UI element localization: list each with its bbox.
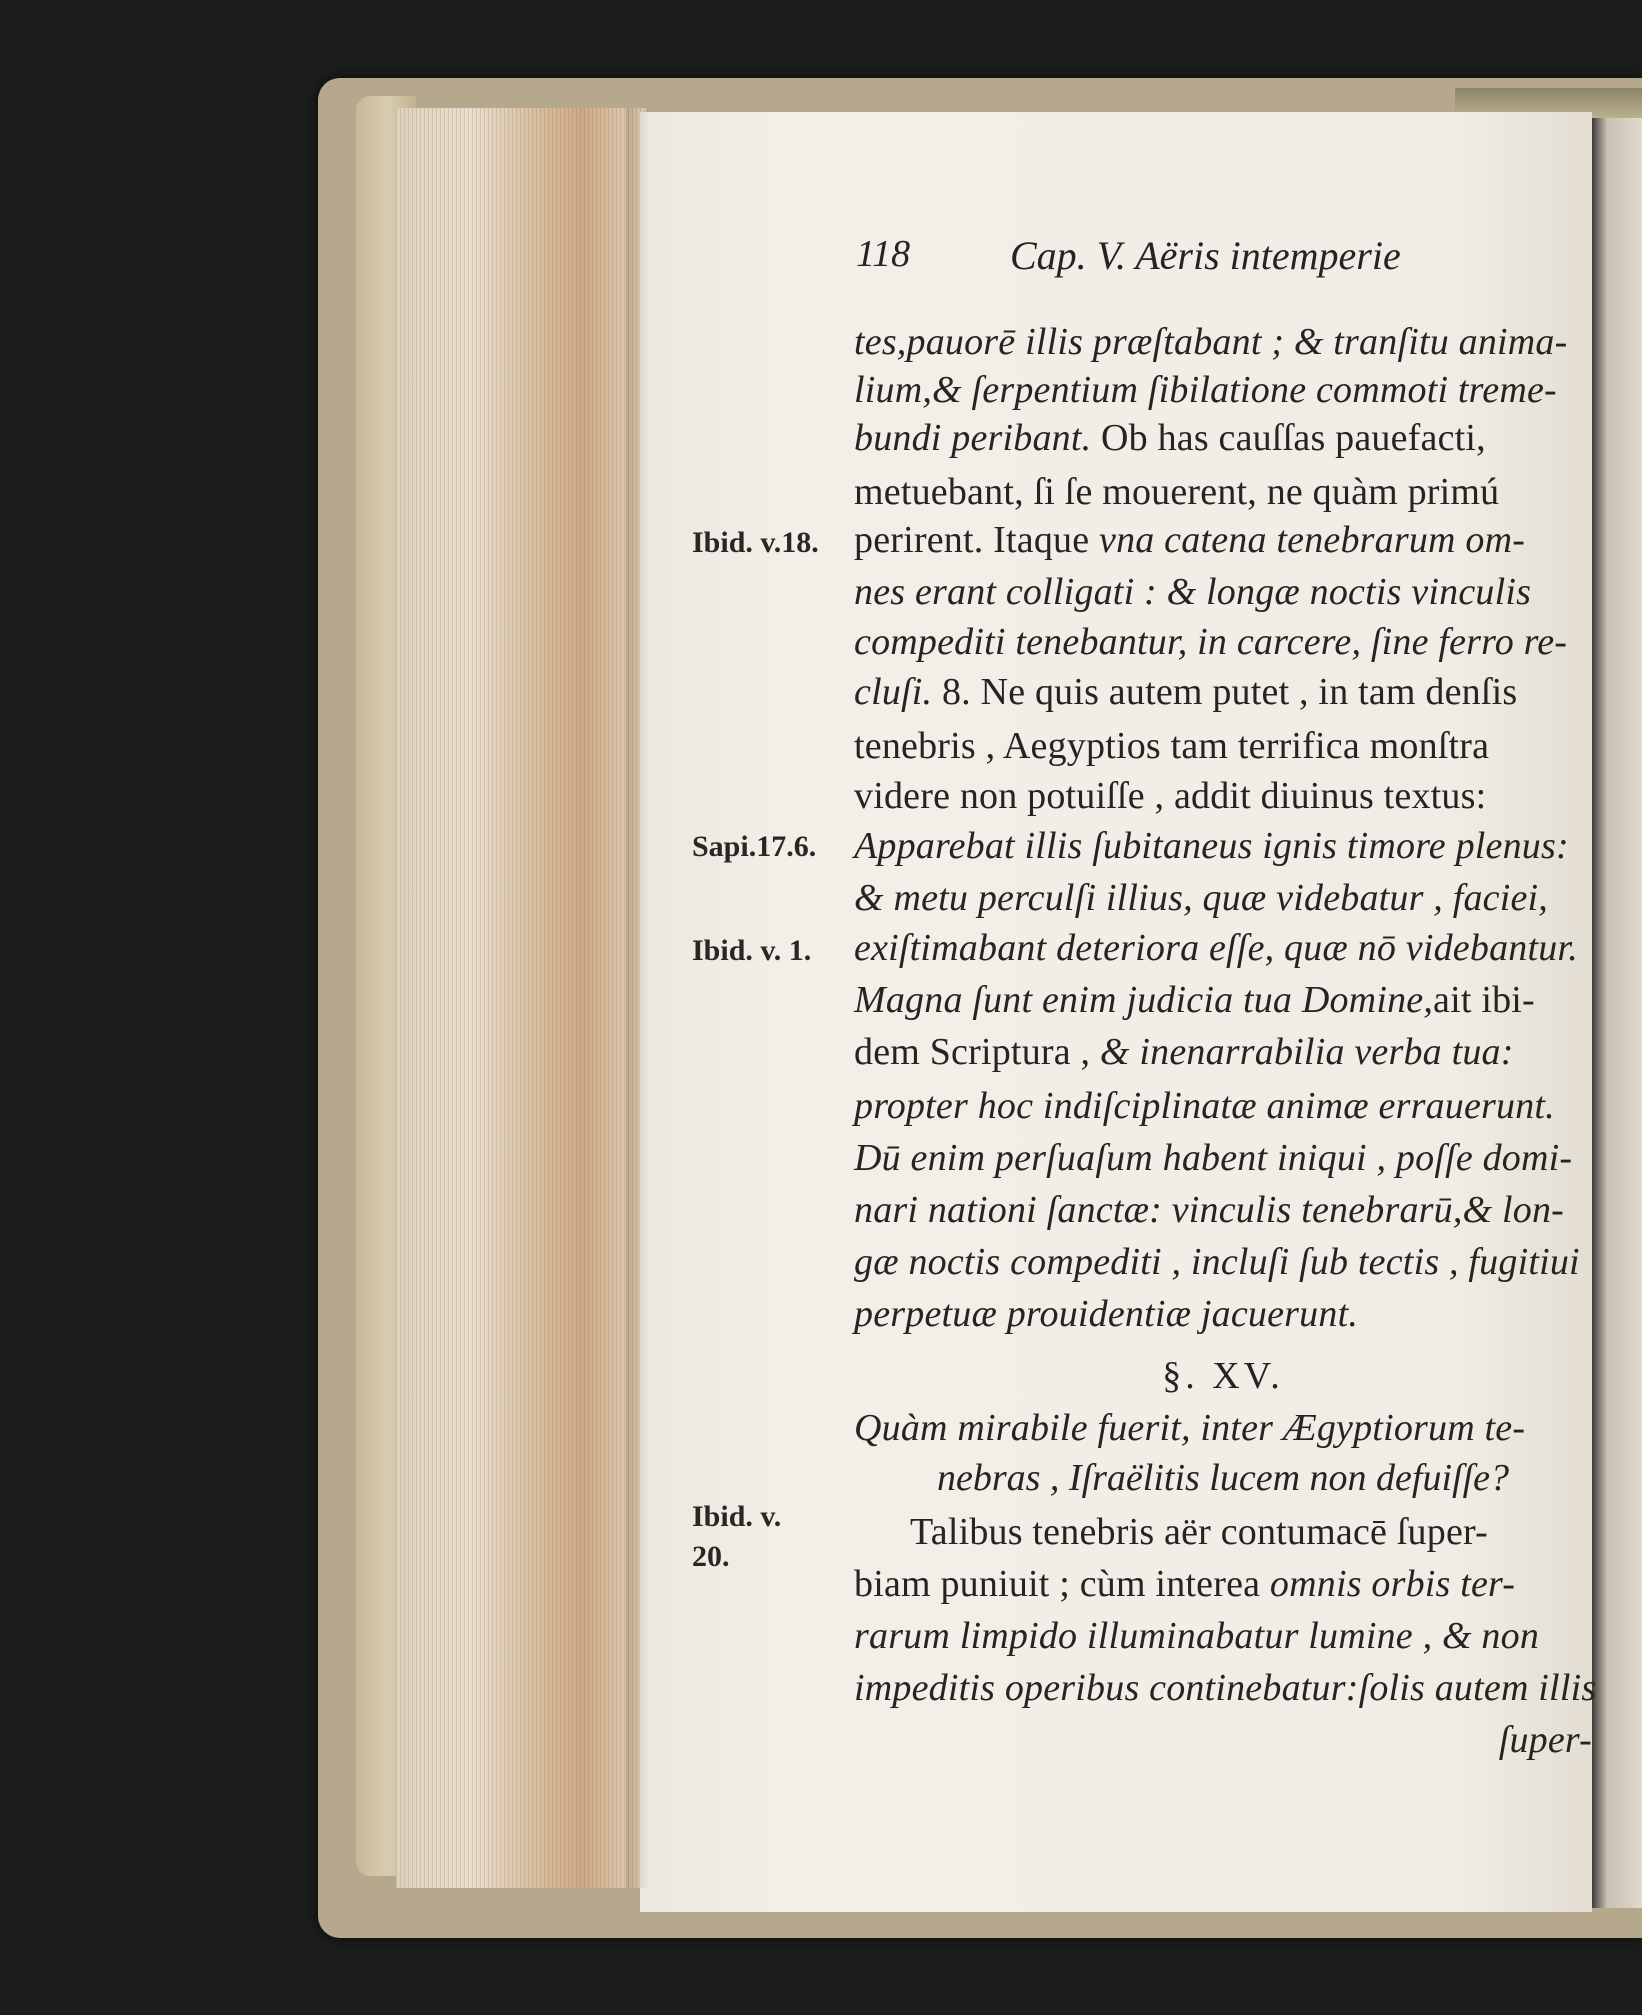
- text-line: Magna ſunt enim judicia tua Domine,ait ibi-: [854, 979, 1535, 1021]
- page-number: 118: [856, 233, 911, 275]
- text-line: metuebant, ſi ſe mouerent, ne quàm primú: [854, 471, 1500, 513]
- section-number: §. XV.: [1162, 1355, 1284, 1397]
- catchword: ſuper-: [1498, 1719, 1592, 1761]
- text-line: perirent. Itaque vna catena tenebrarum om-: [854, 519, 1526, 561]
- text-line: Talibus tenebris aër contumacē ſuper-: [910, 1511, 1488, 1553]
- text-line: lium,& ſerpentium ſibilatione commoti treme-: [854, 369, 1557, 411]
- text-line: rarum limpido illuminabatur lumine , & non: [854, 1615, 1540, 1657]
- text-line: nari nationi ſanctæ: vinculis tenebrarū,& lon-: [854, 1189, 1565, 1231]
- text-line: Apparebat illis ſubitaneus ignis timore plenus:: [854, 825, 1569, 867]
- text-line: impeditis operibus continebatur:ſolis autem illis: [854, 1667, 1597, 1709]
- text-line: & metu perculſi illius, quæ videbatur , faciei,: [854, 877, 1549, 919]
- text-line: tenebris , Aegyptios tam terrifica monſtra: [854, 725, 1490, 767]
- text-line: compediti tenebantur, in carcere, ſine ferro re-: [854, 621, 1568, 663]
- text-line: exiſtimabant deteriora eſſe, quæ nō videbantur.: [854, 927, 1578, 969]
- text-line: videre non potuiſſe , addit diuinus textus:: [854, 775, 1487, 817]
- text-line: propter hoc indiſciplinatæ animæ errauerunt.: [854, 1085, 1555, 1127]
- text-line: perpetuæ prouidentiæ jacuerunt.: [854, 1293, 1359, 1335]
- section-title: nebras , Iſraëlitis lucem non defuiſſe?: [936, 1457, 1510, 1499]
- text-line: tes,pauorē illis præſtabant ; & tranſitu anima-: [854, 321, 1568, 363]
- text-line: Dū enim perſuaſum habent iniqui , poſſe domi-: [854, 1137, 1573, 1179]
- text-line: bundi peribant. Ob has cauſſas pauefacti,: [854, 417, 1486, 459]
- margin-note: Sapi.17.6.: [692, 830, 817, 863]
- text-line: nes erant colligati : & longæ noctis vinculis: [854, 571, 1532, 613]
- margin-note: 20.: [692, 1540, 730, 1573]
- running-title: Cap. V. Aëris intemperie: [1010, 233, 1401, 278]
- text-line: dem Scriptura , & inenarrabilia verba tua:: [854, 1031, 1514, 1073]
- section-title: Quàm mirabile fuerit, inter Ægyptiorum te-: [854, 1407, 1526, 1449]
- margin-note: Ibid. v.: [692, 1500, 782, 1533]
- text-line: biam puniuit ; cùm interea omnis orbis ter-: [854, 1563, 1516, 1605]
- margin-note: Ibid. v. 1.: [692, 934, 812, 967]
- margin-note: Ibid. v.18.: [692, 526, 819, 559]
- text-line: gæ noctis compediti , incluſi ſub tectis , fugitiui: [854, 1241, 1580, 1283]
- text-line: cluſi. 8. Ne quis autem putet , in tam denſis: [854, 671, 1518, 713]
